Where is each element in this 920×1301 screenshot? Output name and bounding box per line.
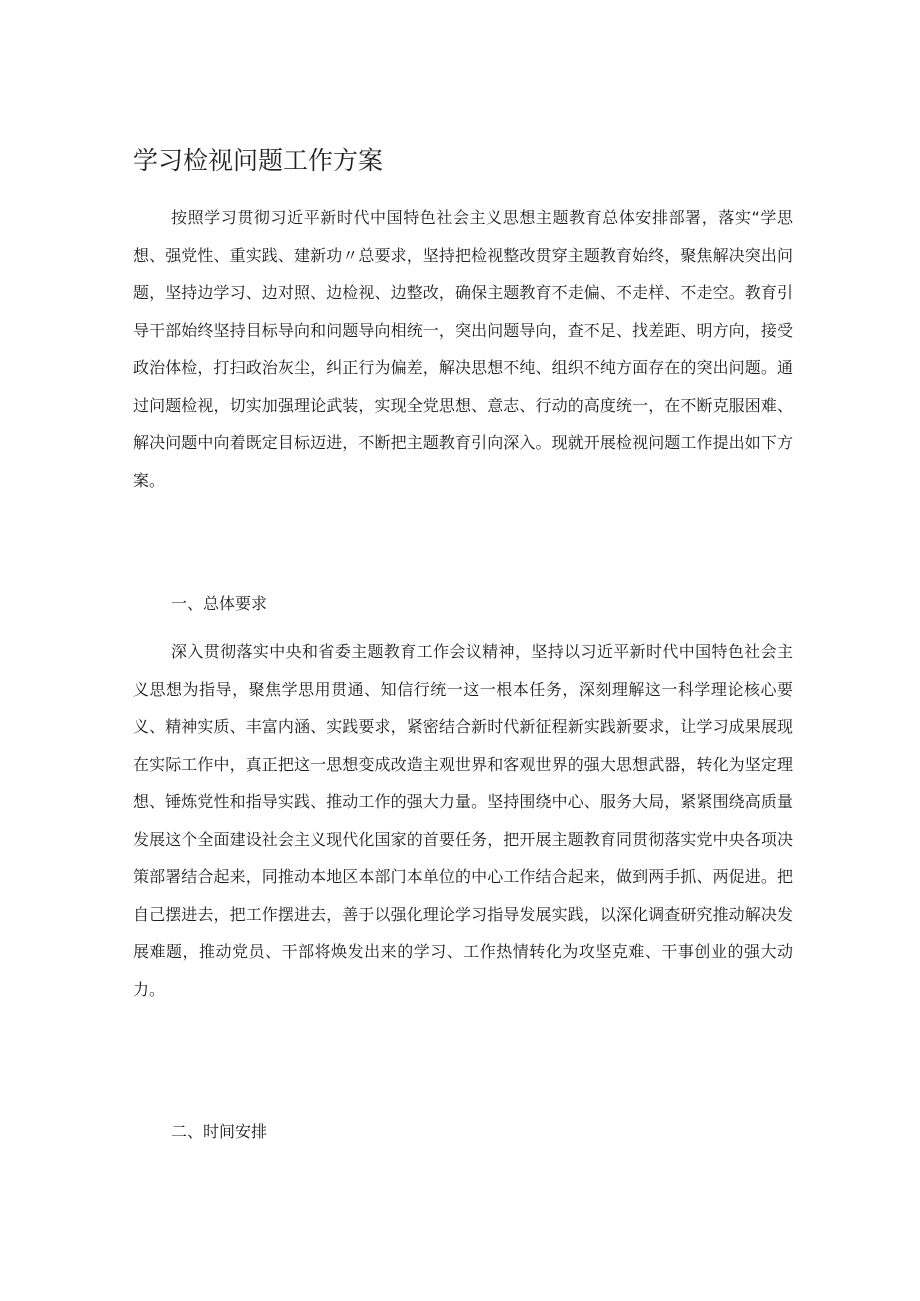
document-title: 学习检视问题工作方案 <box>133 146 384 175</box>
section-body-overall-requirements: 深入贯彻落实中央和省委主题教育工作会议精神，坚持以习近平新时代中国特色社会主义思想为指导，聚焦学思用贯通、知信行统一这一根本任务，深刻理解这一科学理论核心要义、精神实质、丰富内涵、实践要求，紧密结合新时代新征程新实践新要求，让学习成果展现在实际工作中，真正把这一思想变成改造主观世界和客观世界的强大思想武器，转化为坚定理想、锤炼党性和指导实践、推动工作的强大力量。坚持围绕中心、服务大局，紧紧围绕高质量发展这个全面建设社会主义现代化国家的首要任务，把开展主题教育同贯彻落实党中央各项决策部署结合起来，同推动本地区本部门本单位的中心工作结合起来，做到两手抓、两促进。把自己摆进去，把工作摆进去，善于以强化理论学习指导发展实践，以深化调查研究推动解决发展难题，推动党员、干部将焕发出来的学习、工作热情转化为攻坚克难、干事创业的强大动力。 <box>133 642 793 999</box>
section-heading-overall-requirements: 一、总体要求 <box>171 594 268 613</box>
intro-paragraph: 按照学习贯彻习近平新时代中国特色社会主义思想主题教育总体安排部署，落实“学思想、强党性、重实践、建新功〃总要求，坚持把检视整改贯穿主题教育始终，聚焦解决突出问题，坚持边学习、边对照、边检视、边整改，确保主题教育不走偏、不走样、不走空。教育引导干部始终坚持目标导向和问题导向相统一，突出问题导向，查不足、找差距、明方向，接受政治体检，打扫政治灰尘，纠正行为偏差，解决思想不纯、组织不纯方面存在的突出问题。通过问题检视，切实加强理论武装，实现全党思想、意志、行动的高度统一，在不断克服困难、解决问题中向着既定目标迈进，不断把主题教育引向深入。现就开展检视问题工作提出如下方案。 <box>133 208 793 490</box>
section-heading-time-arrangement: 二、时间安排 <box>171 1122 268 1141</box>
